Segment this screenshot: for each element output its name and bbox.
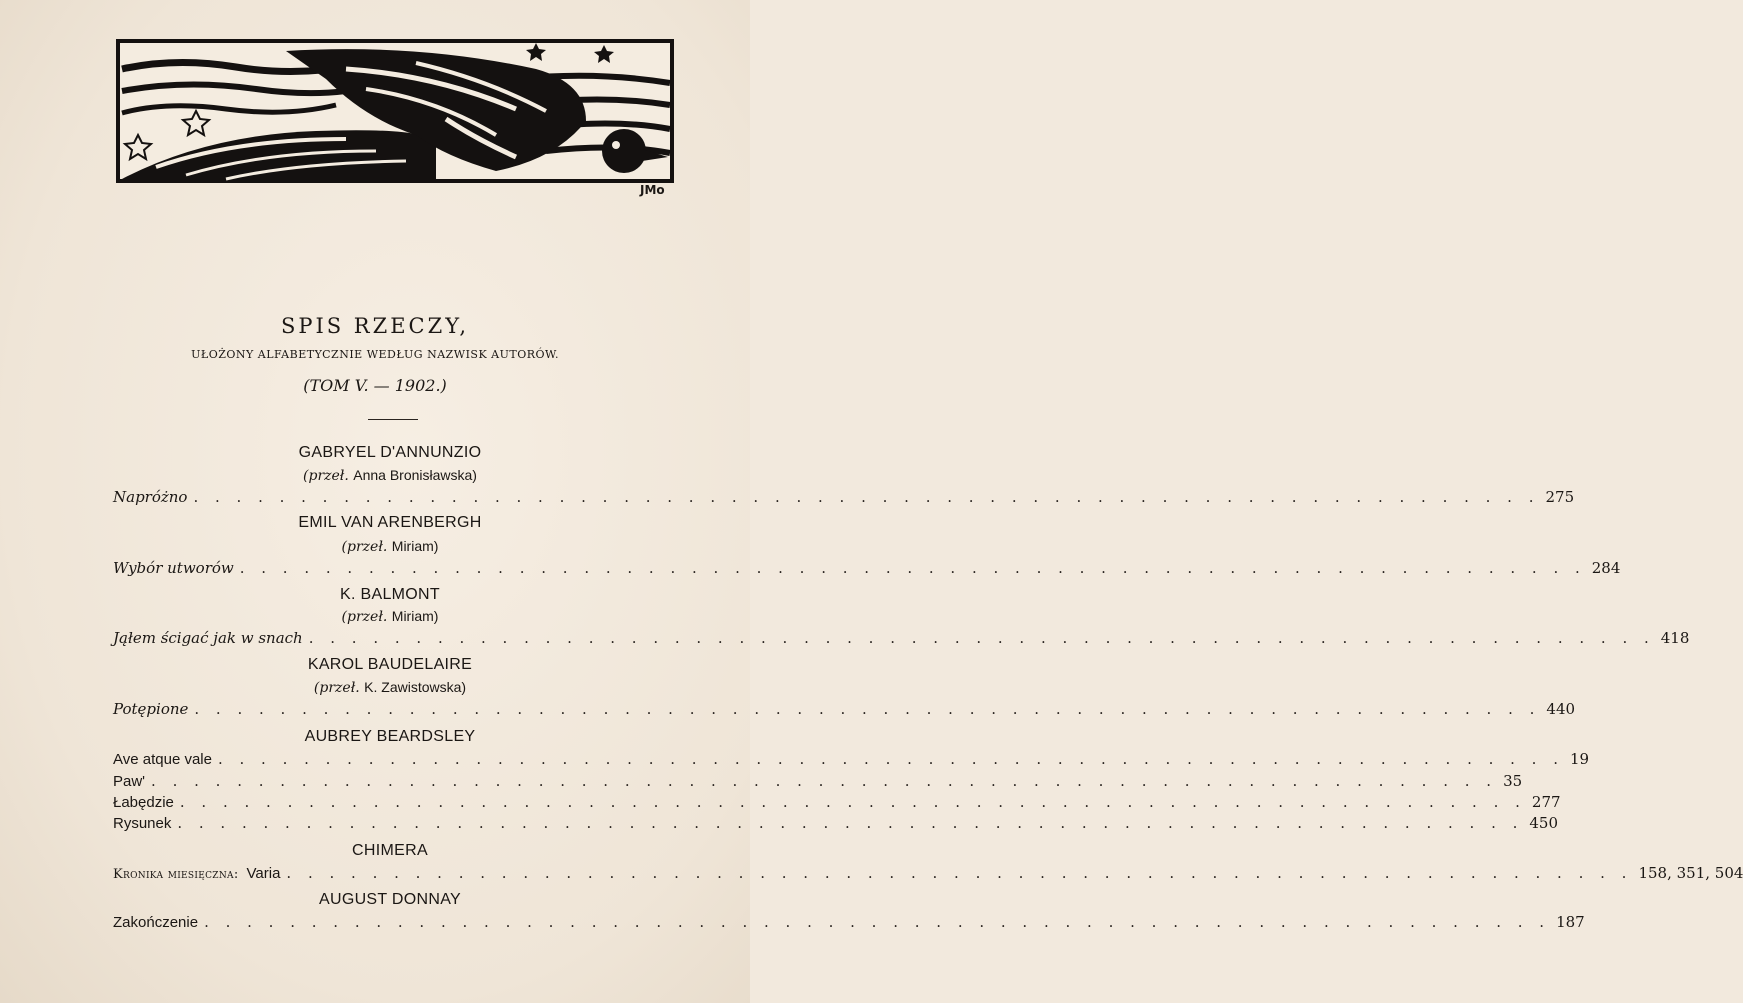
translator-prefix: (przeł. (341, 539, 388, 555)
dot-leader: . . . . . . . . . . . . . . . . . . . . . . . . . . . . . . . . . . . . . . . . . . . . . . . . . . . . . . . . . . . . . . . (286, 864, 1633, 882)
translator-prefix: (przeł. (303, 468, 349, 484)
toc-entry (113, 864, 1743, 884)
dot-leader: . . . . . . . . . . . . . . . . . . . . . . . . . . . . . . . . . . . . . . . . . . . . . . . . . . . . . . . . . . . . . . . (239, 559, 1586, 577)
entry-page: 418 (1660, 629, 1690, 647)
author-heading: KAROL BAUDELAIRE (307, 656, 473, 673)
author-heading: AUBREY BEARDSLEY (304, 728, 476, 745)
toc-entry (113, 629, 1690, 649)
dot-leader: . . . . . . . . . . . . . . . . . . . . . . . . . . . . . . . . . . . . . . . . . . . . . . . . . . . . . . . . . . . . . . . (179, 793, 1526, 811)
dot-leader: . . . . . . . . . . . . . . . . . . . . . . . . . . . . . . . . . . . . . . . . . . . . . . . . . . . . . . . . . . . . . . . (204, 913, 1551, 931)
entry-title: Jąłem ścigać jak w snach (113, 629, 303, 647)
entry-title: Potępione (113, 700, 189, 718)
entry-title: Napróżno (113, 488, 188, 506)
author-heading: GABRYEL D'ANNUNZIO (298, 444, 482, 461)
page-title: SPIS RZECZY, (280, 314, 470, 338)
artist-monogram: JMo (640, 183, 665, 197)
dot-leader: . . . . . . . . . . . . . . . . . . . . . . . . . . . . . . . . . . . . . . . . . . . . . . . . . . . . . . . . . . . . . . . (193, 488, 1540, 506)
entry-page: 275 (1545, 488, 1575, 506)
entry-title: Wybór utworów (113, 559, 234, 577)
entry-title: Ave atque vale (113, 751, 212, 768)
author-heading: AUGUST DONNAY (319, 891, 461, 908)
translator-prefix: (przeł. (313, 680, 360, 696)
page-subtitle: UŁOŻONY ALFABETYCZNIE WEDŁUG NAZWISK AUTORÓW. (191, 348, 559, 361)
entry-page: 277 (1531, 793, 1561, 811)
translator-name: Miriam) (391, 538, 439, 554)
woodcut-illustration (116, 39, 674, 183)
dot-leader: . . . . . . . . . . . . . . . . . . . . . . . . . . . . . . . . . . . . . . . . . . . . . . . . . . . . . . . . . . . . . . . (217, 750, 1564, 768)
entry-title: Paw' (113, 773, 146, 790)
translator-prefix: (przeł. (341, 609, 388, 625)
entry-page: 19 (1569, 750, 1590, 768)
toc-entry (113, 814, 1559, 834)
entry-page: 284 (1591, 559, 1621, 577)
entry-page: 35 (1503, 772, 1523, 790)
dot-leader: . . . . . . . . . . . . . . . . . . . . . . . . . . . . . . . . . . . . . . . . . . . . . . . . . . . . . . . . . . . . . . . (194, 700, 1541, 718)
entry-title: Rysunek (113, 815, 172, 832)
translator-name: K. Zawistowska) (364, 679, 467, 695)
entry-page: 158, 351, 504 (1638, 864, 1743, 882)
volume-label: (TOM V. — 1902.) (303, 376, 447, 395)
translator-line (110, 538, 670, 555)
author-heading: CHIMERA (352, 842, 428, 859)
entry-title: Łabędzie (113, 794, 174, 811)
toc-entry (113, 772, 1523, 792)
divider (368, 419, 418, 420)
author-heading: K. BALMONT (340, 586, 440, 603)
dot-leader: . . . . . . . . . . . . . . . . . . . . . . . . . . . . . . . . . . . . . . . . . . . . . . . . . . . . . . . . . . . . . . . (151, 772, 1498, 790)
entry-page: 450 (1529, 814, 1559, 832)
entry-title: Varia (246, 865, 281, 882)
dot-leader: . . . . . . . . . . . . . . . . . . . . . . . . . . . . . . . . . . . . . . . . . . . . . . . . . . . . . . . . . . . . . . . (177, 814, 1524, 832)
toc-entry (113, 913, 1585, 933)
entry-prefix: Kronika miesięczna: (113, 867, 239, 882)
toc-entry (113, 700, 1576, 720)
translator-line (110, 608, 670, 625)
translator-line (110, 679, 670, 696)
entry-page: 187 (1556, 913, 1585, 931)
translator-line (110, 467, 670, 484)
entry-title: Zakończenie (113, 914, 199, 931)
entry-page: 440 (1546, 700, 1576, 718)
translator-name: Miriam) (391, 608, 439, 624)
toc-entry (113, 559, 1621, 579)
toc-entry (113, 488, 1575, 508)
author-heading: EMIL VAN ARENBERGH (298, 514, 482, 531)
translator-name: Anna Bronisławska) (353, 467, 477, 483)
dot-leader: . . . . . . . . . . . . . . . . . . . . . . . . . . . . . . . . . . . . . . . . . . . . . . . . . . . . . . . . . . . . . . . (308, 629, 1655, 647)
toc-entry (113, 750, 1590, 770)
toc-entry (113, 793, 1561, 813)
